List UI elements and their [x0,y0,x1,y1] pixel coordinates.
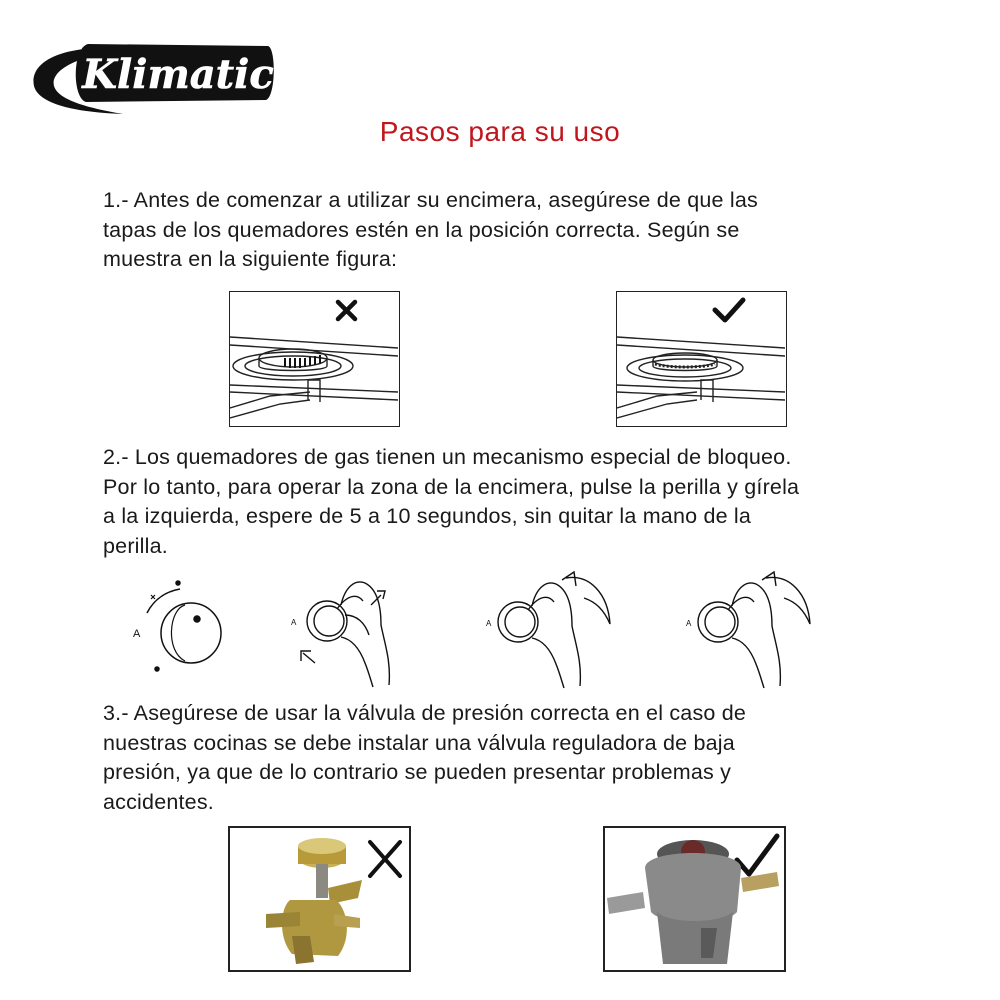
check-mark-icon [715,300,743,320]
svg-text:A: A [486,619,492,628]
page-title: Pasos para su uso [379,116,621,147]
step-2-line: perilla. [103,533,168,558]
step-2-line: Por lo tanto, para operar la zona de la encimera, pulse la perilla y gírela [103,474,800,499]
step-2-line: a la izquierda, espere de 5 a 10 segundos, sin quitar la mano de la [103,504,752,528]
knob-figure-2-press [285,575,405,690]
svg-text:A: A [133,628,141,640]
burner-correct-figure [616,291,787,427]
svg-text:Klimatic: Klimatic [82,51,274,98]
step-2-text [103,443,903,561]
svg-text:A: A [291,618,297,627]
knob-figure-3-turn [480,570,630,690]
burner-incorrect-figure [229,291,400,427]
cross-mark-icon [338,302,355,319]
step-2-line: 2.- Los quemadores de gas tienen un mecanismo especial de bloqueo. [103,445,792,469]
step-3-text [103,699,903,817]
step-1-text [103,186,903,275]
klimatic-logo [28,36,278,118]
knob-figure-4-hold [680,570,830,690]
check-mark-icon [737,836,777,874]
step-1-line: 1.- Antes de comenzar a utilizar su encimera, asegúrese de que las [103,188,758,212]
step-3-line: presión, ya que de lo contrario se pueden presentar problemas y [103,760,732,784]
valve-correct-figure [603,826,786,972]
step-1-line: muestra en la siguiente figura: [103,247,398,271]
cross-mark-icon [370,842,400,876]
step-3-line: 3.- Asegúrese de usar la válvula de presión correcta en el caso de [103,701,747,725]
step-3-line: nuestras cocinas se debe instalar una válvula reguladora de baja [103,730,735,755]
svg-text:A: A [686,619,692,628]
step-1-line: tapas de los quemadores estén en la posición correcta. Según se [103,217,740,242]
step-3-line: accidentes. [103,789,214,814]
knob-figure-1 [125,575,235,675]
valve-incorrect-figure [228,826,411,972]
